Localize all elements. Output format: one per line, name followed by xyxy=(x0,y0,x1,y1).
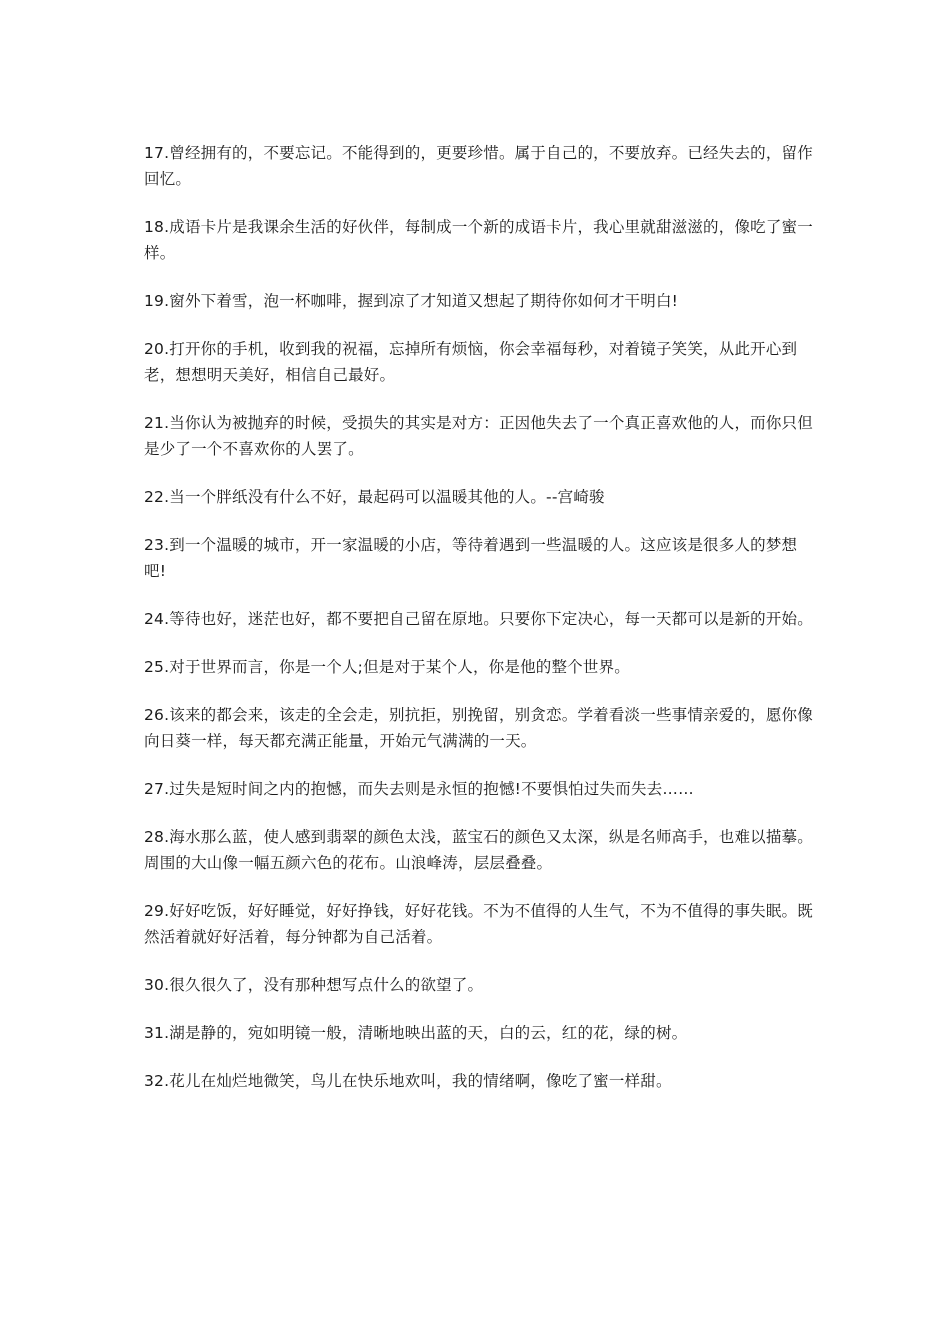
paragraph-24: 24.等待也好，迷茫也好，都不要把自己留在原地。只要你下定决心，每一天都可以是新的开始。 xyxy=(144,610,813,628)
paragraph-29: 29.好好吃饭，好好睡觉，好好挣钱，好好花钱。不为不值得的人生气，不为不值得的事失眠。既然活着就好好活着，每分钟都为自己活着。 xyxy=(144,902,813,946)
paragraph-26: 26.该来的都会来，该走的全会走，别抗拒，别挽留，别贪恋。学着看淡一些事情亲爱的，愿你像向日葵一样，每天都充满正能量，开始元气满满的一天。 xyxy=(144,706,813,750)
paragraph-23: 23.到一个温暖的城市，开一家温暖的小店，等待着遇到一些温暖的人。这应该是很多人的梦想吧! xyxy=(144,536,798,580)
document-body xyxy=(144,140,814,1116)
paragraph-25: 25.对于世界而言，你是一个人;但是对于某个人，你是他的整个世界。 xyxy=(144,658,630,676)
paragraph-18: 18.成语卡片是我课余生活的好伙伴，每制成一个新的成语卡片，我心里就甜滋滋的，像吃了蜜一样。 xyxy=(144,218,813,262)
paragraph-30: 30.很久很久了，没有那种想写点什么的欲望了。 xyxy=(144,976,484,994)
paragraph-20: 20.打开你的手机，收到我的祝福，忘掉所有烦恼，你会幸福每秒，对着镜子笑笑，从此开心到老，想想明天美好，相信自己最好。 xyxy=(144,340,798,384)
paragraph-22: 22.当一个胖纸没有什么不好，最起码可以温暖其他的人。--宫崎骏 xyxy=(144,488,605,506)
paragraph-31: 31.湖是静的，宛如明镜一般，清晰地映出蓝的天，白的云，红的花，绿的树。 xyxy=(144,1024,688,1042)
paragraph-17: 17.曾经拥有的，不要忘记。不能得到的，更要珍惜。属于自己的，不要放弃。已经失去的，留作回忆。 xyxy=(144,144,813,188)
paragraph-28: 28.海水那么蓝，使人感到翡翠的颜色太浅，蓝宝石的颜色又太深，纵是名师高手，也难以描摹。周围的大山像一幅五颜六色的花布。山浪峰涛，层层叠叠。 xyxy=(144,828,813,872)
paragraph-21: 21.当你认为被抛弃的时候，受损失的其实是对方：正因他失去了一个真正喜欢他的人，而你只但是少了一个不喜欢你的人罢了。 xyxy=(144,414,813,458)
paragraph-19: 19.窗外下着雪，泡一杯咖啡，握到凉了才知道又想起了期待你如何才干明白! xyxy=(144,292,679,310)
paragraph-27: 27.过失是短时间之内的抱憾，而失去则是永恒的抱憾!不要惧怕过失而失去…… xyxy=(144,780,694,798)
paragraph-32: 32.花儿在灿烂地微笑，鸟儿在快乐地欢叫，我的情绪啊，像吃了蜜一样甜。 xyxy=(144,1072,672,1090)
